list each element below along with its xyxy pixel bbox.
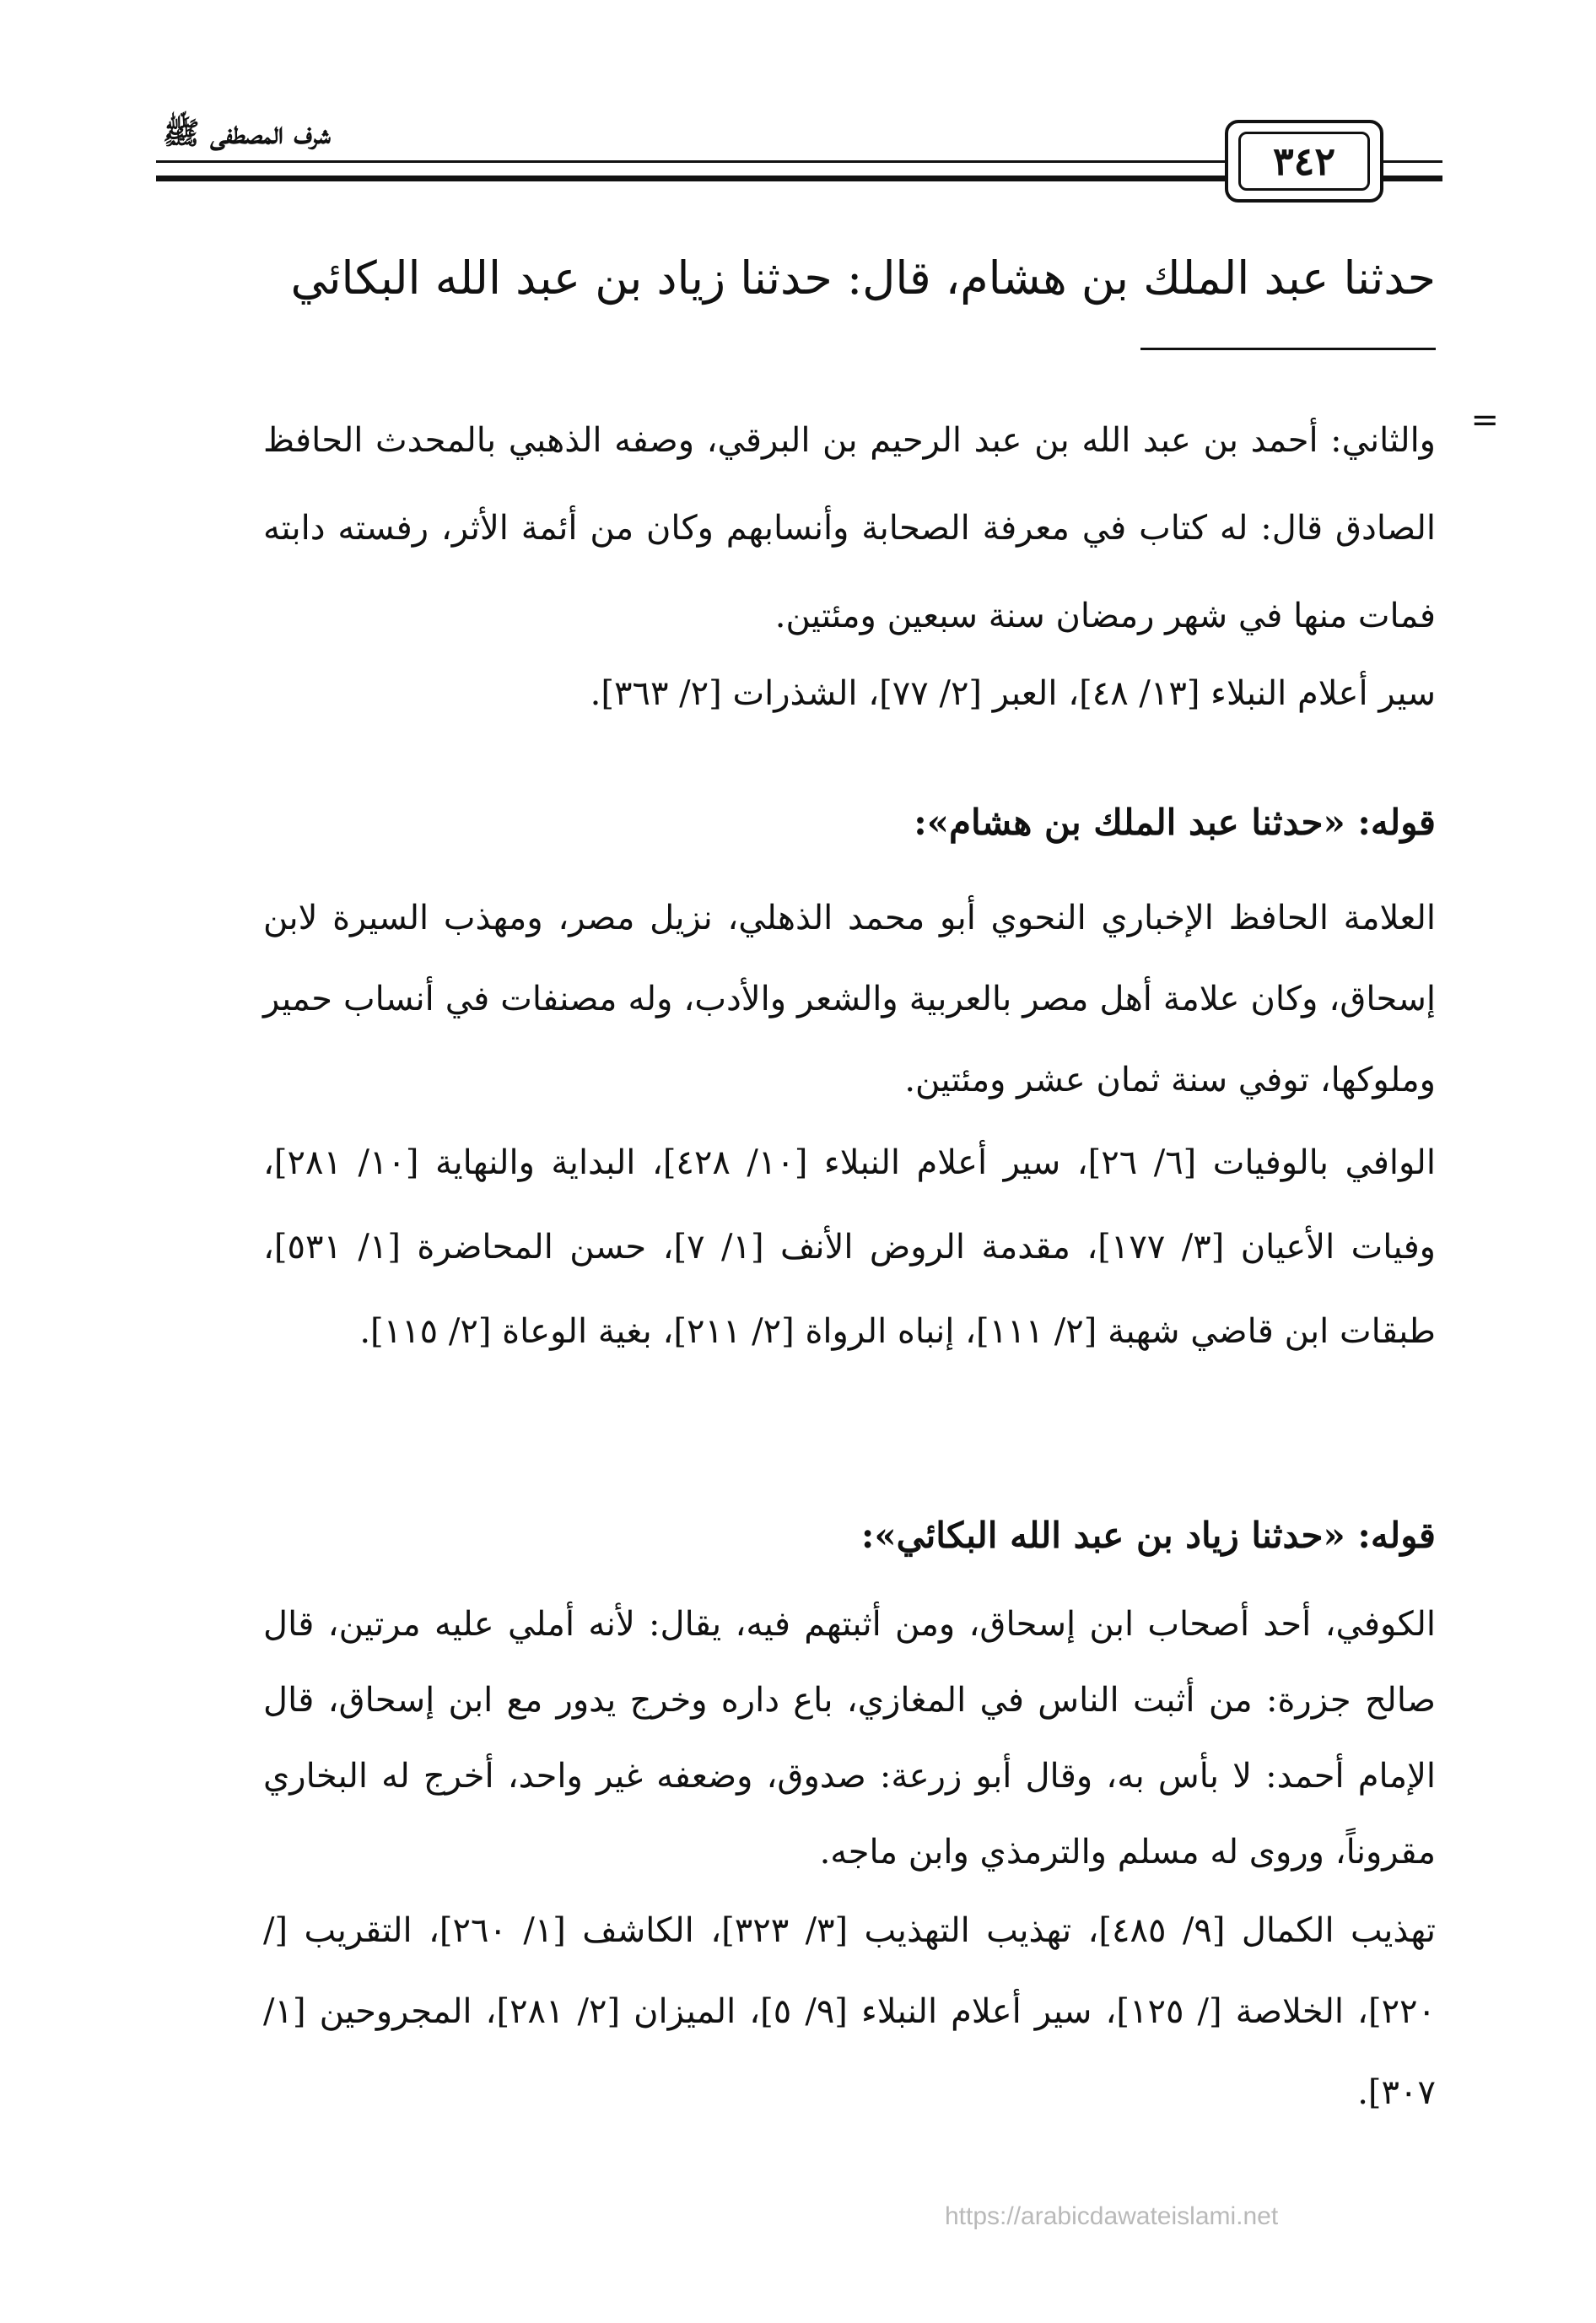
section-2-heading: قوله: «حدثنا زياد بن عبد الله البكائي»: [860,1515,1436,1556]
source-url: https://arabicdawateislami.net [945,2202,1279,2230]
footnote-1-refs: سير أعلام النبلاء [١٣/ ٤٨]، العبر [٢/ ٧٧]، الشذرات [٢/ ٣٦٣]. [590,674,1436,713]
footnote-separator [1140,348,1436,350]
section-1-heading: قوله: «حدثنا عبد الملك بن هشام»: [914,802,1436,843]
section-2 [263,1586,1436,2133]
footnote-1 [154,397,1436,727]
section-1-bio: العلامة الحافظ الإخباري النحوي أبو محمد الذهلي، نزيل مصر، ومهذب السيرة لابن إسحاق، وكان علامة أهل مصر بالعربية والشعر والأدب، وله مصنفات في أنساب حمير وملوكها، توفي سنة ثمان عشر ومئتين. [263,899,1436,1099]
section-2-bio: الكوفي، أحد أصحاب ابن إسحاق، ومن أثبتهم فيه، يقال: لأنه أملي عليه مرتين، قال صالح جزرة: من أثبت الناس في المغازي، باع داره وخرج يدور مع ابن إسحاق، قال الإمام أحمد: لا بأس به، وقال أبو زرعة: صدوق، وضعفه غير واحد، أخرج له البخاري مقروناً، وروى له مسلم والترمذي وابن ماجه. [263,1605,1437,1872]
page-header [156,93,1442,203]
page-number: ٣٤٢ [1238,132,1370,191]
footnote-1-bio: والثاني: أحمد بن عبد الله بن عبد الرحيم بن البرقي، وصفه الذهبي بالمحدث الحافظ الصادق قال: له كتاب في معرفة الصحابة وأنسابهم وكان من أئمة الأثر، رفسته دابته فمات منها في شهر رمضان سنة سبعين ومئتين. [263,421,1436,635]
page-number-frame [1225,120,1383,203]
main-text: حدثنا عبد الملك بن هشام، قال: حدثنا زياد بن عبد الله البكائي [290,251,1436,305]
section-1-refs: الوافي بالوفيات [٦/ ٢٦]، سير أعلام النبلاء [١٠/ ٤٢٨]، البداية والنهاية [١٠/ ٢٨١]، وفيات الأعيان [٣/ ١٧٧]، مقدمة الروض الأنف [١/ ٧]، حسن المحاضرة [١/ ٥٣١]، طبقات ابن قاضي شهبة [٢/ ١١١]، إنباه الرواة [٢/ ٢١١]، بغية الوعاة [٢/ ١١٥]. [263,1143,1436,1351]
running-title: شرف المصطفى ﷺ [156,115,337,159]
section-2-refs: تهذيب الكمال [٩/ ٤٨٥]، تهذيب التهذيب [٣/ ٣٢٣]، الكاشف [١/ ٢٦٠]، التقريب [/ ٢٢٠]، الخلاصة [/ ١٢٥]، سير أعلام النبلاء [٩/ ٥]، الميزان [٢/ ٢٨١]، المجروحين [١/ ٣٠٧]. [263,1911,1437,2112]
footnote-continuation-mark: = [1470,401,1499,440]
section-1 [263,878,1436,1374]
